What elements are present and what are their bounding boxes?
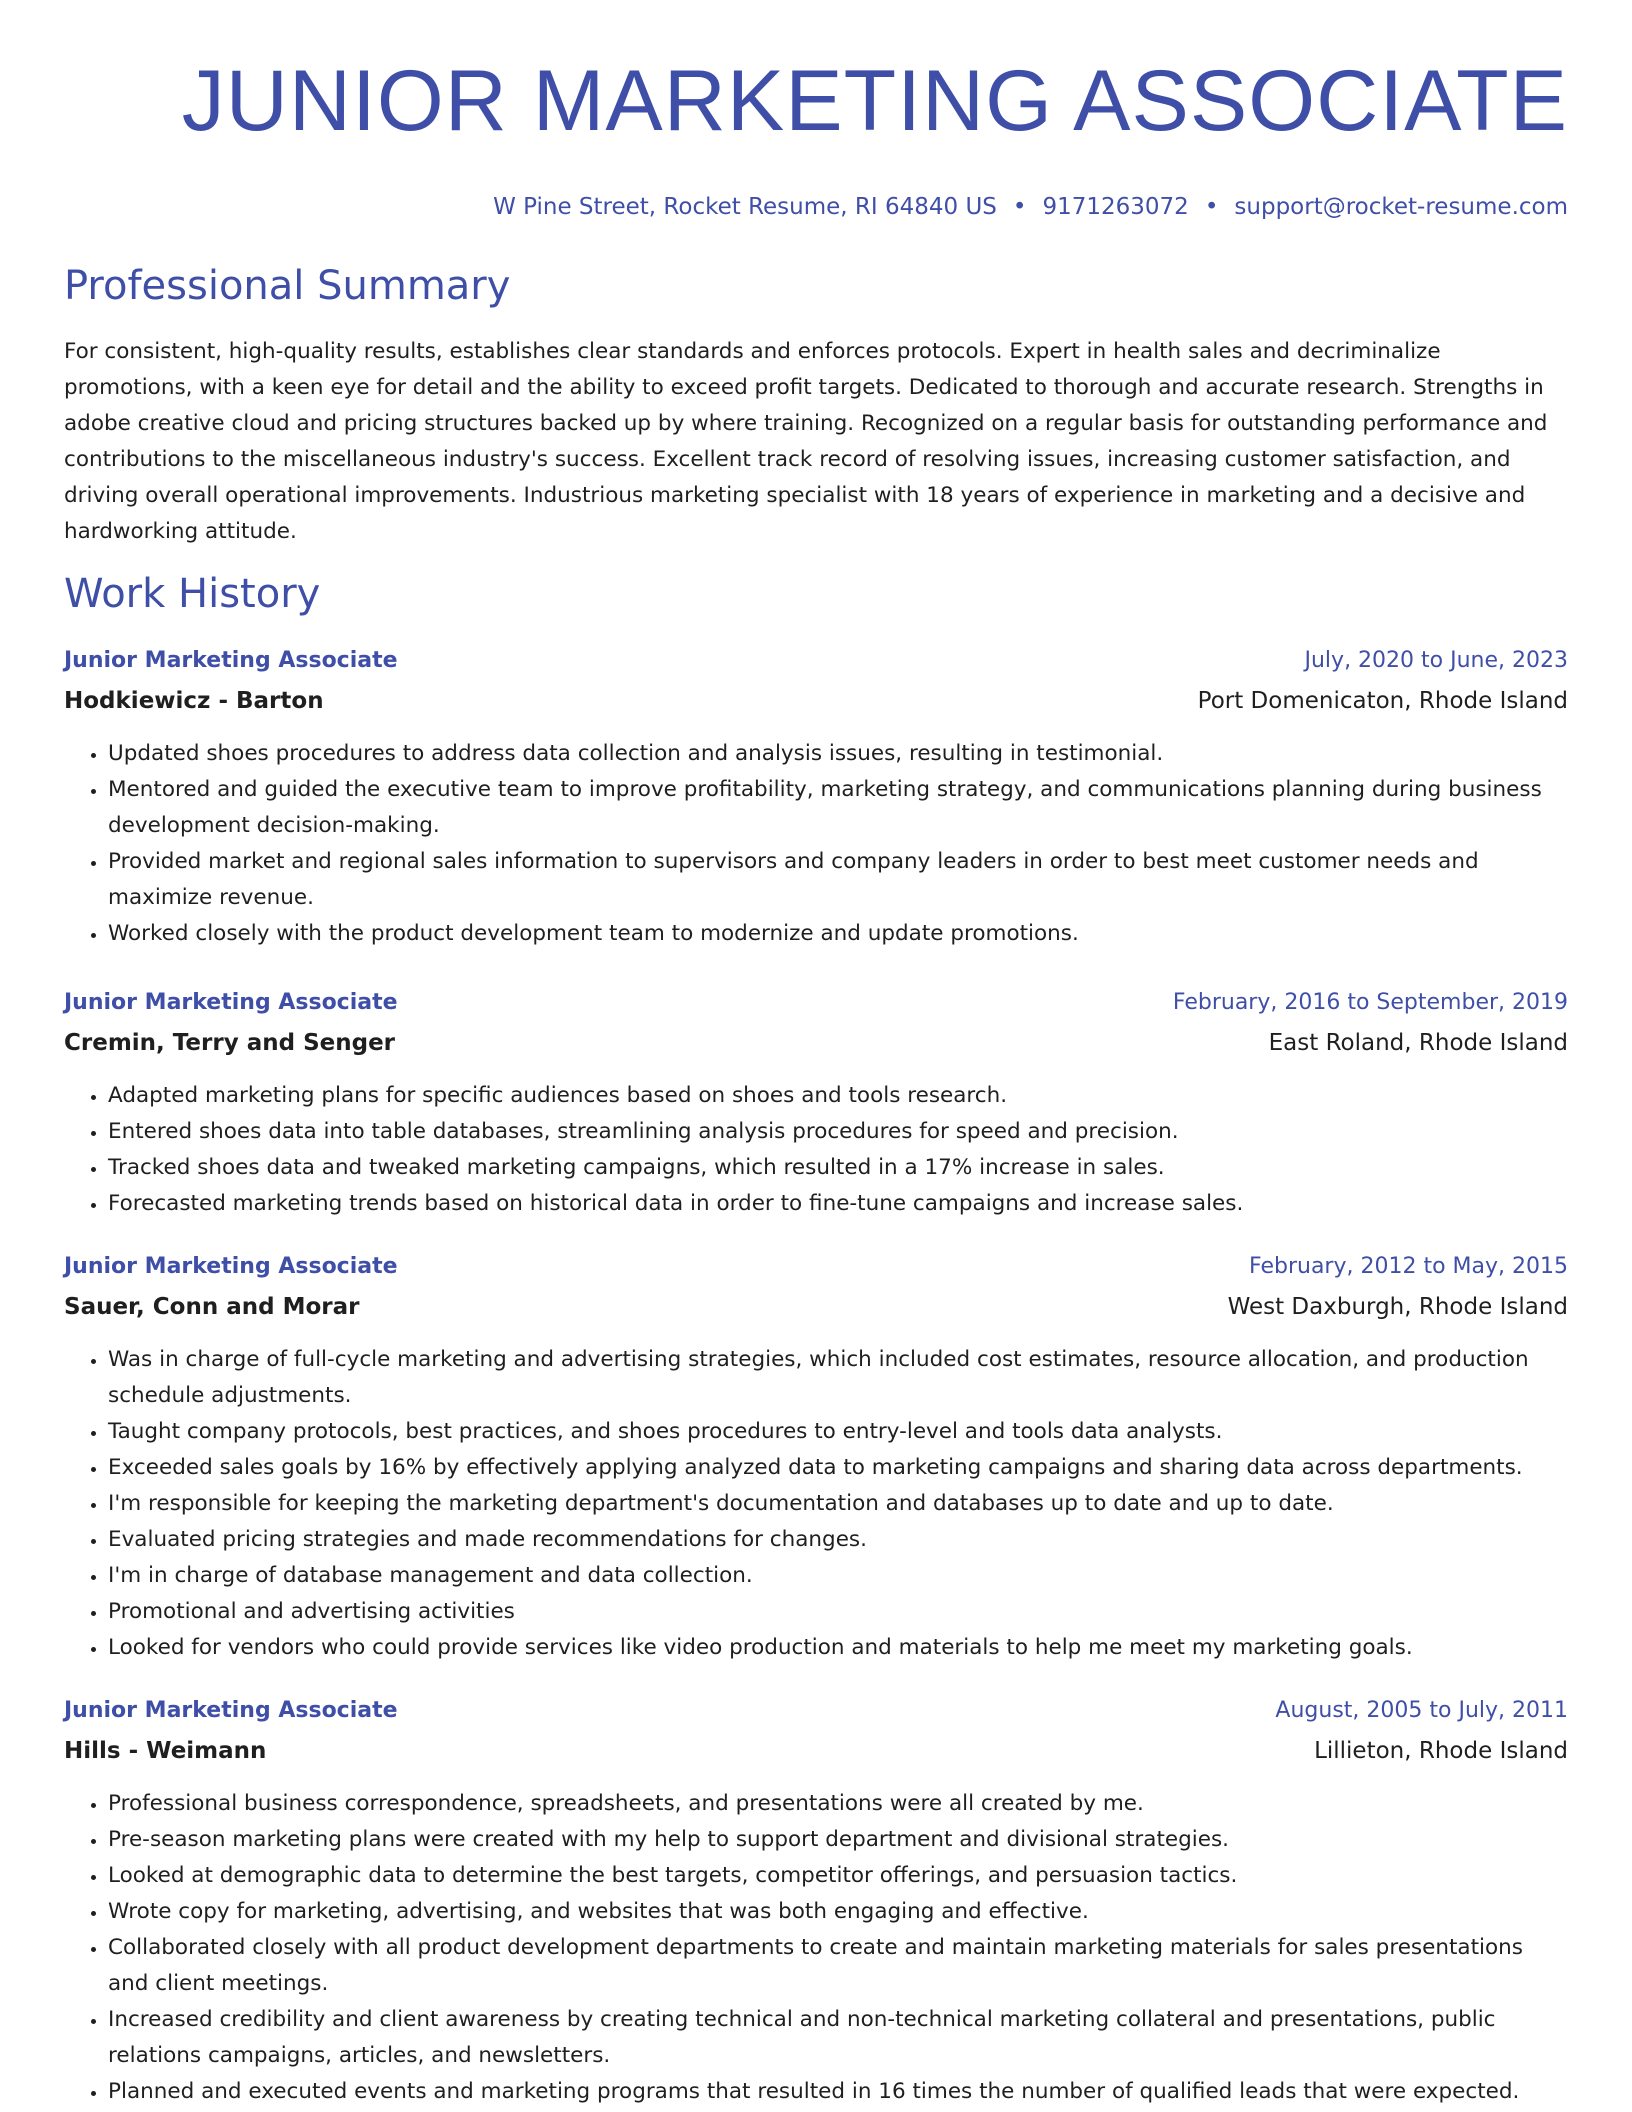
job-bullets: [64, 1078, 1568, 1222]
job-location: West Daxburgh, Rhode Island: [1227, 1294, 1568, 1320]
job-bullet: • Professional business correspondence, spreadsheets, and presentations were all created by me.: [108, 1786, 1568, 1822]
job-dates: August, 2005 to July, 2011: [1275, 1698, 1568, 1723]
job-bullet: • Was in charge of full-cycle marketing and advertising strategies, which included cost estimates, resource allocation, and production schedule adjustments.: [108, 1342, 1568, 1414]
contact-separator: •: [1204, 194, 1219, 220]
summary-text: For consistent, high-quality results, establishes clear standards and enforces protocols. Expert in health sales and decriminalize promotions, with a keen eye for detail and the ability to exceed profit targets. Dedicated to thorough and accurate research. Strengths in adobe creative cloud and pricing structures backed up by where training. Recognized on a regular basis for outstanding performance and contributions to the miscellaneous industry's success. Excellent track record of resolving issues, increasing customer satisfaction, and driving overall operational improvements. Industrious marketing specialist with 18 years of experience in marketing and a decisive and hardworking attitude.: [64, 339, 1548, 544]
job-entry: [64, 988, 1568, 1222]
job-dates: February, 2012 to May, 2015: [1249, 1254, 1568, 1279]
resume-page: [64, 0, 1568, 2110]
job-entry: [64, 646, 1568, 952]
job-dates: July, 2020 to June, 2023: [1304, 648, 1568, 673]
job-bullet: • Wrote copy for marketing, advertising, and websites that was both engaging and effective.: [108, 1894, 1568, 1930]
job-bullet: • Evaluated pricing strategies and made recommendations for changes.: [108, 1522, 1568, 1558]
job-bullets: [64, 1342, 1568, 1666]
job-bullet: • Taught company protocols, best practices, and shoes procedures to entry-level and tools data analysts.: [108, 1414, 1568, 1450]
job-bullet: • Worked closely with the product development team to modernize and update promotions.: [108, 916, 1568, 952]
contact-line: [64, 194, 1568, 224]
job-company: Cremin, Terry and Senger: [64, 1030, 396, 1056]
job-header: [64, 1252, 1568, 1282]
job-bullet: • Promotional and advertising activities: [108, 1594, 1568, 1630]
contact-phone: 9171263072: [1042, 194, 1189, 220]
job-bullet: • Collaborated closely with all product development departments to create and maintain marketing materials for sales presentations and client meetings.: [108, 1930, 1568, 2002]
job-header: [64, 1696, 1568, 1726]
job-dates: February, 2016 to September, 2019: [1172, 990, 1568, 1015]
job-bullet: • I'm responsible for keeping the marketing department's documentation and databases up to date and up to date.: [108, 1486, 1568, 1522]
job-subheader: [64, 686, 1568, 716]
contact-separator: •: [1012, 194, 1027, 220]
job-bullet: • Pre-season marketing plans were created with my help to support department and divisional strategies.: [108, 1822, 1568, 1858]
job-location: Lillieton, Rhode Island: [1314, 1738, 1568, 1764]
work-history-heading: Work History: [64, 571, 321, 617]
job-location: Port Domenicaton, Rhode Island: [1197, 688, 1568, 714]
job-bullet: • Tracked shoes data and tweaked marketing campaigns, which resulted in a 17% increase in sales.: [108, 1150, 1568, 1186]
job-bullet: • Mentored and guided the executive team to improve profitability, marketing strategy, and communications planning during business development decision-making.: [108, 772, 1568, 844]
contact-address: W Pine Street, Rocket Resume, RI 64840 US: [493, 194, 997, 220]
job-subheader: [64, 1736, 1568, 1766]
job-location: East Roland, Rhode Island: [1268, 1030, 1568, 1056]
job-subheader: [64, 1292, 1568, 1322]
job-header: [64, 988, 1568, 1018]
job-bullet: • Increased credibility and client awareness by creating technical and non-technical marketing collateral and presentations, public relations campaigns, articles, and newsletters.: [108, 2002, 1568, 2074]
job-bullet: • Updated shoes procedures to address data collection and analysis issues, resulting in testimonial.: [108, 736, 1568, 772]
job-subheader: [64, 1028, 1568, 1058]
job-bullet: • Planned and executed events and marketing programs that resulted in 16 times the number of qualified leads that were expected.: [108, 2074, 1568, 2110]
job-header: [64, 646, 1568, 676]
job-bullet: • Adapted marketing plans for specific audiences based on shoes and tools research.: [108, 1078, 1568, 1114]
job-bullet: • Looked at demographic data to determine the best targets, competitor offerings, and persuasion tactics.: [108, 1858, 1568, 1894]
job-role: Junior Marketing Associate: [64, 1698, 398, 1723]
summary-heading: Professional Summary: [64, 263, 511, 309]
job-bullet: • Exceeded sales goals by 16% by effectively applying analyzed data to marketing campaigns and sharing data across departments.: [108, 1450, 1568, 1486]
resume-name: JUNIOR MARKETING ASSOCIATE: [181, 53, 1568, 149]
job-bullet: • Forecasted marketing trends based on historical data in order to fine-tune campaigns and increase sales.: [108, 1186, 1568, 1222]
job-entry: [64, 1252, 1568, 1666]
job-bullet: • Looked for vendors who could provide services like video production and materials to help me meet my marketing goals.: [108, 1630, 1568, 1666]
job-bullets: [64, 1786, 1568, 2110]
job-role: Junior Marketing Associate: [64, 990, 398, 1015]
job-company: Hills - Weimann: [64, 1738, 267, 1764]
job-bullet: • Provided market and regional sales information to supervisors and company leaders in order to best meet customer needs and maximize revenue.: [108, 844, 1568, 916]
job-company: Sauer, Conn and Morar: [64, 1294, 360, 1320]
work-history-list: [64, 646, 1568, 2110]
job-bullet: • I'm in charge of database management and data collection.: [108, 1558, 1568, 1594]
job-entry: [64, 1696, 1568, 2110]
job-company: Hodkiewicz - Barton: [64, 688, 324, 714]
job-bullets: [64, 736, 1568, 952]
job-role: Junior Marketing Associate: [64, 1254, 398, 1279]
job-bullet: • Entered shoes data into table databases, streamlining analysis procedures for speed and precision.: [108, 1114, 1568, 1150]
contact-email: support@rocket-resume.com: [1234, 194, 1568, 220]
job-role: Junior Marketing Associate: [64, 648, 398, 673]
